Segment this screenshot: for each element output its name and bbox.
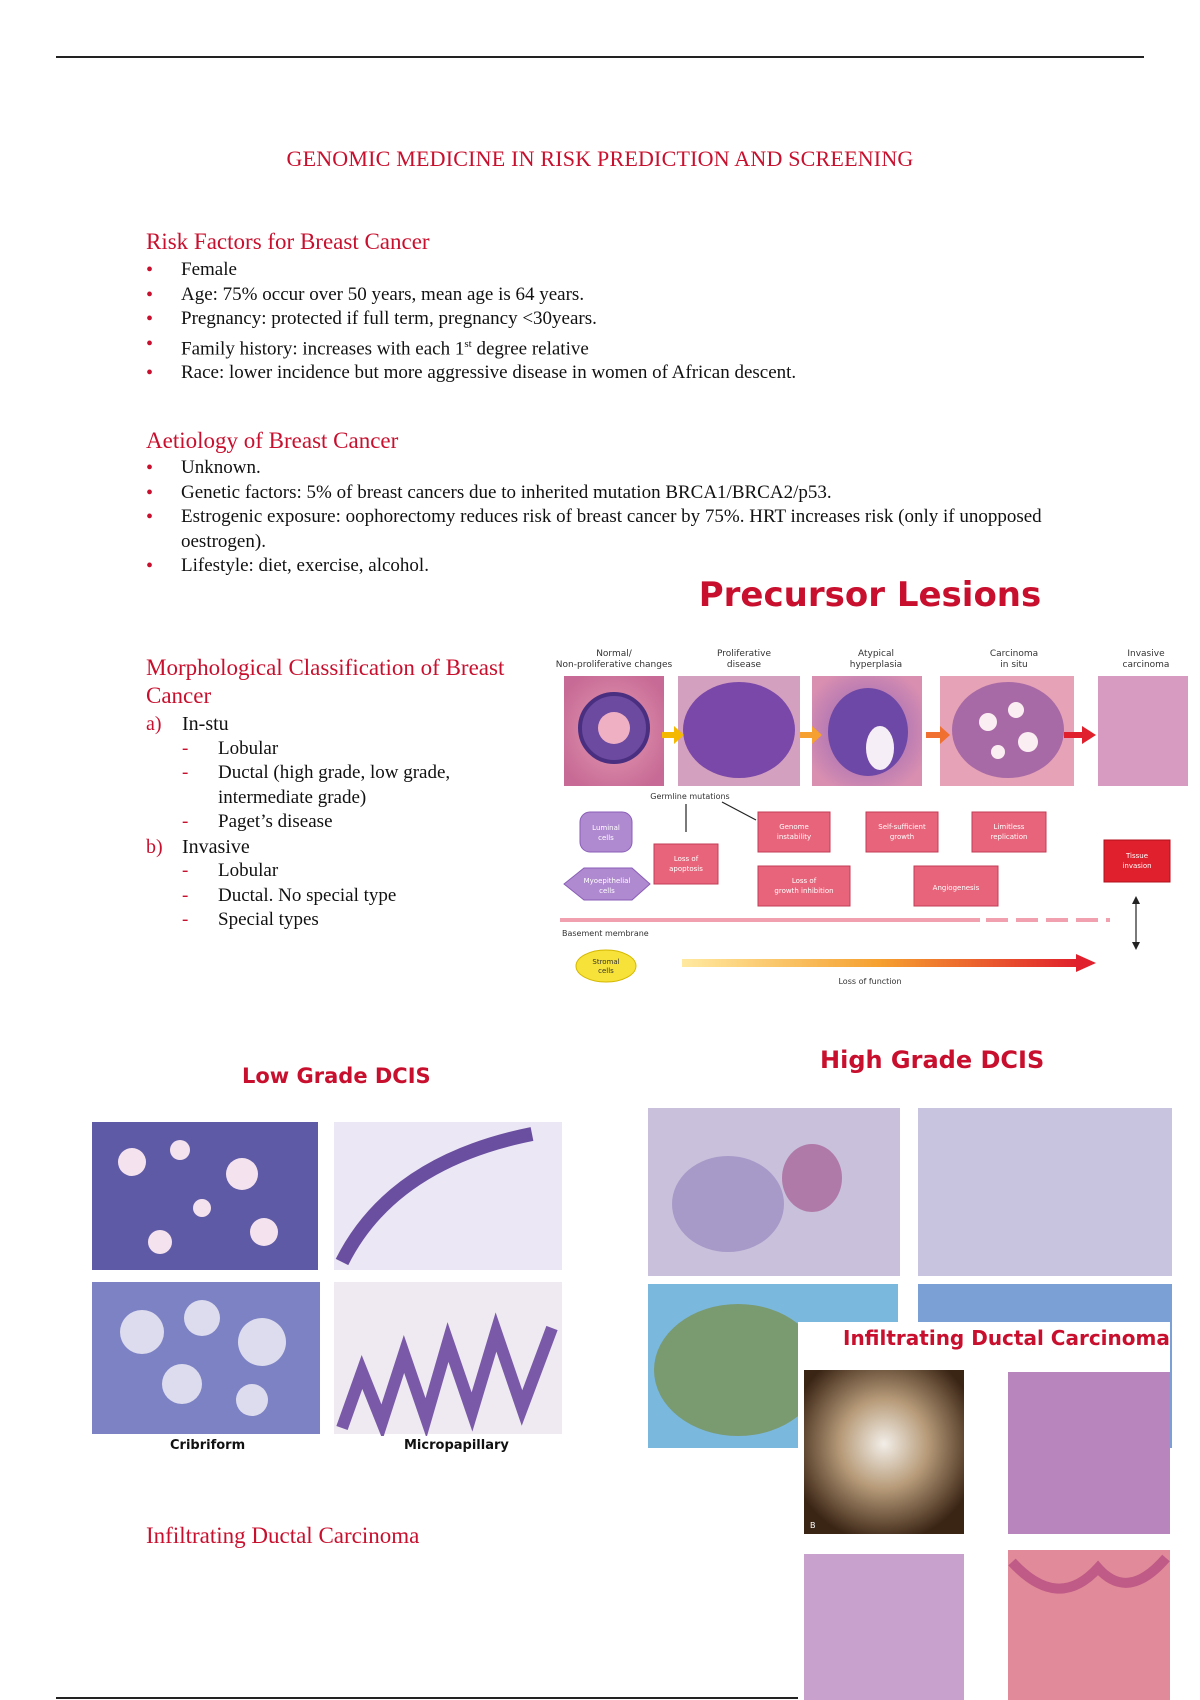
list-item: - Lobular: [146, 737, 536, 762]
box-label: growth inhibition: [774, 887, 834, 895]
stage-label-cis-2: in situ: [1000, 660, 1028, 670]
stage-label-proliferative-2: disease: [726, 660, 762, 670]
duct-atypical: [828, 688, 908, 776]
box-label: instability: [776, 833, 812, 841]
loss-of-function-arrowhead: [1076, 954, 1096, 972]
loss-of-function-arrow: [682, 959, 1078, 967]
list-item: - Lobular: [146, 859, 536, 884]
cribriform-lumen: [236, 1384, 268, 1416]
risk-factors-heading: Risk Factors for Breast Cancer: [146, 229, 430, 254]
letter-b: b): [146, 835, 163, 858]
lumen-cis-2: [1008, 702, 1024, 718]
idc-micrograph-2: [804, 1554, 964, 1700]
loss-of-apoptosis-box: [654, 844, 718, 884]
arrowhead-down: [1132, 942, 1140, 950]
list-item: • Estrogenic exposure: oophorectomy reduces risk of breast cancer by 75%. HRT increases risk (only if unopposed oestrogen).: [146, 505, 1066, 554]
stage-label-proliferative: Proliferative: [716, 649, 772, 659]
list-item: • Lifestyle: diet, exercise, alcohol.: [146, 554, 1066, 579]
list-item: - Ductal. No special type: [146, 884, 536, 909]
box-label: Genome: [779, 823, 809, 831]
list-item: - Special types: [146, 908, 536, 933]
list-item: • Race: lower incidence but more aggressive disease in women of African descent.: [146, 361, 1046, 386]
morphological-heading: Morphological Classification of Breast Cancer: [146, 655, 505, 708]
insitu-row: [146, 712, 536, 737]
idc-micrographs: [798, 1322, 1170, 1700]
stage-label-atypical: Atypical: [857, 649, 895, 659]
lumen-cis-3: [1018, 732, 1038, 752]
loss-of-growth-inhibition-box: [758, 866, 850, 906]
self-sufficient-growth-box: [866, 812, 938, 852]
basement-membrane-label: Basement membrane: [562, 929, 649, 938]
cribriform-lumen: [226, 1158, 258, 1190]
low-grade-micrographs: [92, 1122, 562, 1436]
invasive-row: [146, 835, 536, 860]
low-grade-dcis-title: Low Grade DCIS: [242, 1064, 431, 1088]
list-item: [146, 332, 1046, 362]
invasive-label: Invasive: [182, 835, 250, 858]
risk-factors-list: [146, 258, 1046, 386]
family-history-tail: degree relative: [471, 337, 589, 359]
box-label: Loss of: [791, 877, 817, 885]
morphological-list: [146, 712, 536, 933]
list-item: - Ductal (high grade, low grade, intermediate grade): [146, 761, 536, 810]
lumen-cis-1: [979, 713, 997, 731]
stromal-label-1: Stromal: [592, 958, 620, 966]
page-title: GENOMIC MEDICINE IN RISK PREDICTION AND SCREENING: [286, 146, 914, 171]
micropapillary-micrograph-1: [334, 1122, 562, 1270]
box-label: Angiogenesis: [932, 884, 980, 892]
hg-duct-necrosis: [782, 1144, 842, 1212]
tissue-invasion-box: [1104, 840, 1170, 882]
insitu-label: In-stu: [182, 713, 229, 735]
top-rule: [56, 56, 1144, 58]
idc-heading: Infiltrating Ductal Carcinoma: [146, 1523, 420, 1548]
cribriform-lumen: [162, 1364, 202, 1404]
loss-of-function-label: Loss of function: [838, 977, 902, 986]
family-history-text: Family history: increases with each 1: [181, 337, 465, 359]
stage-label-cis: Carcinoma: [989, 649, 1039, 659]
duct-cis: [952, 682, 1064, 778]
duct-proliferative: [683, 682, 795, 778]
limitless-replication-box: [972, 812, 1046, 852]
cribriform-lumen: [250, 1218, 278, 1246]
box-label: growth: [889, 833, 915, 841]
list-item: • Pregnancy: protected if full term, pregnancy <30years.: [146, 307, 1046, 332]
box-label: Loss of: [673, 855, 699, 863]
box-label: Self-sufficient: [878, 823, 926, 831]
precursor-lesions-figure: [550, 572, 1190, 992]
cribriform-caption: Cribriform: [170, 1438, 246, 1453]
gross-specimen-photo: [804, 1370, 964, 1534]
box-label: apoptosis: [669, 865, 703, 873]
hg-duct: [672, 1156, 784, 1252]
germline-arrow-2: [722, 802, 756, 820]
idc-slide: [798, 1322, 1170, 1700]
stage-label-invasive-2: carcinoma: [1122, 660, 1170, 670]
cribriform-micrograph-1: [92, 1122, 318, 1270]
cribriform-lumen: [193, 1199, 211, 1217]
invasive-sublist: [146, 859, 536, 933]
luminal-cells-node: [580, 812, 632, 852]
micrograph-invasive: [1098, 676, 1188, 786]
stromal-cells-node: [576, 950, 636, 982]
cribriform-lumen: [148, 1230, 172, 1254]
cribriform-lumen: [184, 1300, 220, 1336]
box-label: Tissue: [1125, 852, 1149, 860]
idc-slide-title: Infiltrating Ductal Carcinoma: [843, 1326, 1170, 1350]
precursor-title: Precursor Lesions: [698, 575, 1042, 615]
luminal-label-1: Luminal: [592, 824, 620, 832]
box-label: replication: [990, 833, 1028, 841]
duct-lumen: [598, 712, 630, 744]
insitu-sublist: [146, 737, 536, 835]
list-item: • Age: 75% occur over 50 years, mean age is 64 years.: [146, 283, 1046, 308]
superscript: st: [464, 337, 472, 350]
hg-duct-3: [654, 1304, 822, 1436]
myoepithelial-label-1: Myoepithelial: [583, 877, 631, 885]
myoepithelial-label-2: cells: [599, 887, 615, 895]
aetiology-heading: Aetiology of Breast Cancer: [146, 428, 399, 453]
stage-label-normal: Normal/: [596, 649, 632, 659]
cribriform-lumen: [238, 1318, 286, 1366]
arrowhead-up: [1132, 896, 1140, 904]
stromal-label-2: cells: [598, 967, 614, 975]
stage-label-invasive: Invasive: [1127, 649, 1165, 659]
letter-a: a): [146, 713, 162, 735]
lumen-cis-4: [991, 745, 1005, 759]
hg-micrograph-2: [918, 1108, 1172, 1276]
list-item: - Paget’s disease: [146, 810, 536, 835]
genome-instability-box: [758, 812, 830, 852]
box-label: Limitless: [993, 823, 1025, 831]
idc-micrograph-1: [1008, 1372, 1170, 1534]
micropapillary-caption: Micropapillary: [404, 1438, 509, 1453]
stage-label-atypical-2: hyperplasia: [849, 660, 903, 670]
panel-label-b: B: [810, 1521, 816, 1530]
lumen-atypical: [866, 726, 894, 770]
high-grade-dcis-title: High Grade DCIS: [820, 1046, 1045, 1074]
aetiology-list: [146, 456, 1066, 579]
cribriform-lumen: [120, 1310, 164, 1354]
cribriform-lumen: [118, 1148, 146, 1176]
luminal-label-2: cells: [598, 834, 614, 842]
box-label: invasion: [1122, 862, 1152, 870]
list-item: • Genetic factors: 5% of breast cancers due to inherited mutation BRCA1/BRCA2/p53.: [146, 481, 1066, 506]
list-item: • Unknown.: [146, 456, 1066, 481]
cribriform-lumen: [170, 1140, 190, 1160]
stage-label-normal-2: Non-proliferative changes: [555, 660, 673, 670]
germline-label: Germline mutations: [650, 792, 730, 801]
list-item: • Female: [146, 258, 1046, 283]
